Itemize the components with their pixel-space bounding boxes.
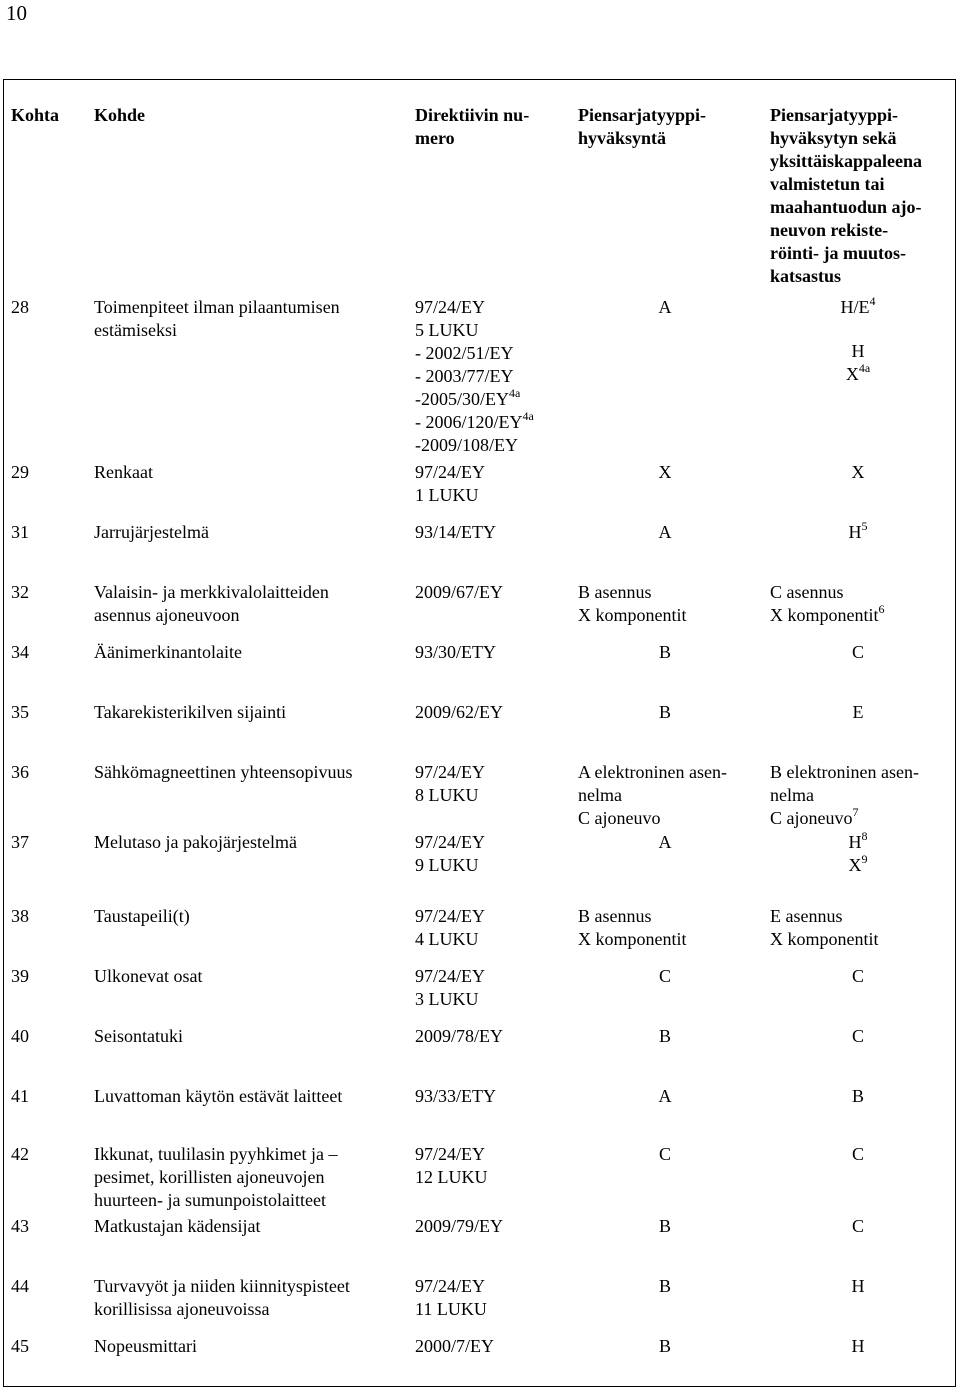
- row-directive-line: [415, 641, 496, 664]
- row-directive-text: -2005/30/EY: [415, 389, 509, 409]
- header-individual-line: maahantuodun ajo-: [770, 197, 922, 217]
- row-directive: [415, 1143, 488, 1189]
- row-individual: [766, 296, 950, 386]
- row-number: 41: [11, 1086, 29, 1106]
- row-individual-text: C: [851, 642, 864, 662]
- row-subject-text: Ulkonevat osat: [94, 966, 203, 986]
- row-subject-text: Seisontatuki: [94, 1026, 183, 1046]
- row-individual-text: E asennus: [770, 906, 843, 926]
- row-small-series-text: A: [658, 522, 672, 542]
- row-subject: [94, 965, 202, 988]
- row-small-series: [578, 905, 758, 951]
- row-number: 36: [11, 762, 29, 782]
- row-individual-text: B elektroninen asen-: [770, 762, 919, 782]
- row-directive: [415, 1275, 487, 1321]
- row-subject-text: Matkustajan kädensijat: [94, 1216, 261, 1236]
- row-number: 40: [11, 1026, 29, 1046]
- row-subject: [94, 905, 190, 928]
- row-subject: [94, 1085, 342, 1108]
- row-subject-text: Turvavyöt ja niiden kiinnityspisteet: [94, 1276, 350, 1296]
- row-individual: [766, 831, 950, 877]
- row-number: 38: [11, 906, 29, 926]
- row-individual-line: [766, 296, 950, 319]
- row-directive: [415, 296, 534, 457]
- row-individual-line: [770, 928, 950, 951]
- row-directive-text: 97/24/EY: [415, 966, 485, 986]
- row-directive-text: 12 LUKU: [415, 1167, 488, 1187]
- row-small-series-line: [570, 1335, 760, 1358]
- row-small-series-line: [570, 1025, 760, 1048]
- row-individual-text: C: [851, 966, 864, 986]
- row-individual-text: H: [851, 341, 865, 361]
- row-individual-text: C: [851, 1026, 864, 1046]
- row-individual-text: C: [851, 1144, 864, 1164]
- row-subject-line: [94, 521, 209, 544]
- row-number: 39: [11, 966, 29, 986]
- row-directive-text: 2009/78/EY: [415, 1026, 503, 1046]
- row-individual: [770, 761, 950, 830]
- row-directive-line: [415, 319, 534, 342]
- row-directive-line: [415, 1085, 496, 1108]
- footnote-ref: 6: [878, 602, 885, 616]
- row-number: 32: [11, 582, 29, 602]
- header-subject: Kohde: [94, 105, 146, 125]
- row-subject: [94, 831, 297, 854]
- row-small-series-line: [578, 604, 758, 627]
- row-subject: [94, 581, 329, 627]
- footnote-ref: 5: [861, 519, 868, 533]
- row-subject-line: [94, 1275, 350, 1298]
- row-directive: [415, 1215, 503, 1238]
- header-num: Kohta: [11, 105, 60, 125]
- row-individual-text: C ajoneuvo: [770, 808, 853, 828]
- row-subject-text: Takarekisterikilven sijainti: [94, 702, 287, 722]
- row-individual-text: X komponentit: [770, 605, 879, 625]
- row-directive-line: [415, 831, 485, 854]
- row-directive-text: 11 LUKU: [415, 1299, 487, 1319]
- row-individual: [770, 581, 950, 627]
- footnote-ref: 8: [861, 829, 868, 843]
- row-small-series: [570, 461, 760, 484]
- row-directive-line: [415, 701, 503, 724]
- row-directive-line: [415, 484, 485, 507]
- row-subject-text: Valaisin- ja merkkivalolaitteiden: [94, 582, 329, 602]
- row-directive-line: [415, 296, 534, 319]
- row-subject-text: Sähkömagneettinen yhteensopivuus: [94, 762, 353, 782]
- row-directive-text: 97/24/EY: [415, 832, 485, 852]
- row-directive: [415, 581, 503, 604]
- footnote-ref: 9: [861, 852, 868, 866]
- row-individual-line: [770, 784, 950, 807]
- header-individual-line: röinti- ja muutos-: [770, 243, 906, 263]
- row-individual-line: [766, 340, 950, 363]
- row-subject-text: korillisissa ajoneuvoissa: [94, 1299, 270, 1319]
- row-individual: [766, 461, 950, 484]
- row-small-series-line: [570, 1143, 760, 1166]
- header-individual-line: katsastus: [770, 266, 842, 286]
- row-small-series-text: B: [658, 702, 671, 722]
- row-small-series-line: [570, 461, 760, 484]
- row-small-series: [570, 965, 760, 988]
- row-subject-line: [94, 761, 352, 784]
- row-individual-line: [766, 1215, 950, 1238]
- row-directive: [415, 521, 496, 544]
- row-small-series-line: [570, 1215, 760, 1238]
- row-directive-line: [415, 784, 485, 807]
- row-number: 44: [11, 1276, 29, 1296]
- row-subject: [94, 1143, 337, 1212]
- row-small-series: [570, 1275, 760, 1298]
- row-individual-text: X: [845, 364, 859, 384]
- row-small-series-text: X komponentit: [578, 929, 687, 949]
- row-directive: [415, 905, 485, 951]
- row-small-series-line: [570, 701, 760, 724]
- row-subject-line: [94, 641, 242, 664]
- row-subject-text: pesimet, korillisten ajoneuvojen: [94, 1167, 325, 1187]
- row-individual: [766, 1085, 950, 1108]
- row-directive-text: 97/24/EY: [415, 906, 485, 926]
- row-subject: [94, 1025, 183, 1048]
- row-small-series-text: X komponentit: [578, 605, 687, 625]
- row-individual: [766, 1143, 950, 1166]
- row-individual-line: [770, 604, 950, 627]
- row-individual-line: [766, 831, 950, 854]
- row-directive-text: 2009/67/EY: [415, 582, 503, 602]
- row-directive: [415, 1025, 503, 1048]
- row-subject-line: [94, 701, 286, 724]
- row-directive-line: [415, 905, 485, 928]
- row-individual-text: C: [851, 1216, 864, 1236]
- row-subject-text: Melutaso ja pakojärjestelmä: [94, 832, 297, 852]
- row-individual-text: E: [852, 702, 864, 722]
- header-individual-line: neuvon rekiste-: [770, 220, 889, 240]
- row-directive-line: [415, 1166, 488, 1189]
- row-small-series-line: [578, 807, 758, 830]
- footnote-ref: 7: [852, 805, 859, 819]
- row-small-series: [578, 761, 758, 830]
- row-directive-text: 2009/62/EY: [415, 702, 503, 722]
- row-subject: [94, 761, 352, 784]
- row-directive-text: 93/33/ETY: [415, 1086, 496, 1106]
- row-directive-text: 93/30/ETY: [415, 642, 496, 662]
- row-directive-line: [415, 965, 485, 988]
- row-subject: [94, 1275, 350, 1321]
- row-subject: [94, 701, 286, 724]
- row-small-series-text: C: [658, 1144, 671, 1164]
- header-individual-line: valmistetun tai: [770, 174, 885, 194]
- row-number: 35: [11, 702, 29, 722]
- row-individual-line: [766, 1143, 950, 1166]
- row-individual: [766, 521, 950, 544]
- row-subject-text: Nopeusmittari: [94, 1336, 197, 1356]
- row-directive: [415, 461, 485, 507]
- row-small-series: [570, 1025, 760, 1048]
- row-individual-line: [770, 807, 950, 830]
- row-subject: [94, 461, 153, 484]
- row-directive: [415, 1085, 496, 1108]
- row-small-series: [570, 831, 760, 854]
- header-individual-line: hyväksytyn sekä: [770, 128, 897, 148]
- row-small-series: [570, 296, 760, 319]
- row-directive-text: - 2002/51/EY: [415, 343, 514, 363]
- row-directive-line: [415, 365, 534, 388]
- row-small-series-text: C: [658, 966, 671, 986]
- row-small-series-text: B asennus: [578, 906, 652, 926]
- header-directive-line: Direktiivin nu-: [415, 105, 530, 125]
- row-individual-line: [766, 1025, 950, 1048]
- row-small-series-text: A: [658, 1086, 672, 1106]
- header-directive: [415, 104, 529, 150]
- row-small-series-line: [570, 296, 760, 319]
- row-directive-text: 97/24/EY: [415, 297, 485, 317]
- row-small-series-line: [570, 1275, 760, 1298]
- row-small-series-line: [578, 761, 758, 784]
- row-directive-text: 2000/7/EY: [415, 1336, 494, 1356]
- row-directive-line: [415, 1298, 487, 1321]
- row-individual-line: [766, 1085, 950, 1108]
- row-subject-line: [94, 1298, 350, 1321]
- row-subject-line: [94, 831, 297, 854]
- row-individual-line: [766, 1335, 950, 1358]
- row-individual-line: [766, 1275, 950, 1298]
- row-subject-line: [94, 1215, 260, 1238]
- row-directive-line: [415, 581, 503, 604]
- row-directive: [415, 965, 485, 1011]
- row-directive: [415, 831, 485, 877]
- row-small-series-text: B asennus: [578, 582, 652, 602]
- header-individual: [770, 104, 922, 288]
- row-subject-line: [94, 1025, 183, 1048]
- row-directive-text: -2009/108/EY: [415, 435, 518, 455]
- footnote-ref: 4: [869, 294, 876, 308]
- row-individual-text: H: [848, 522, 862, 542]
- row-directive-text: - 2003/77/EY: [415, 366, 514, 386]
- row-individual-text: C asennus: [770, 582, 844, 602]
- row-subject-text: Luvattoman käytön estävät laitteet: [94, 1086, 343, 1106]
- row-directive-text: 97/24/EY: [415, 462, 485, 482]
- row-subject-line: [94, 1335, 197, 1358]
- row-individual-line: [766, 965, 950, 988]
- row-directive-text: 8 LUKU: [415, 785, 479, 805]
- row-individual-text: nelma: [770, 785, 814, 805]
- row-directive-line: [415, 1335, 494, 1358]
- footnote-ref: 4a: [509, 386, 521, 400]
- row-individual-text: X komponentit: [770, 929, 879, 949]
- row-individual-line: [766, 521, 950, 544]
- row-directive-line: [415, 761, 485, 784]
- row-individual-text: X: [851, 462, 865, 482]
- row-subject-line: [94, 461, 153, 484]
- row-subject-text: asennus ajoneuvoon: [94, 605, 240, 625]
- row-directive-text: 97/24/EY: [415, 762, 485, 782]
- row-small-series-text: C ajoneuvo: [578, 808, 661, 828]
- row-subject-text: Jarrujärjestelmä: [94, 522, 209, 542]
- row-individual: [766, 1025, 950, 1048]
- row-subject-line: [94, 1143, 337, 1166]
- row-individual: [766, 641, 950, 664]
- row-subject: [94, 1335, 197, 1358]
- row-small-series: [570, 1215, 760, 1238]
- row-directive-line: [415, 1215, 503, 1238]
- row-individual-text: H/E: [840, 297, 870, 317]
- row-small-series-line: [570, 965, 760, 988]
- row-directive-text: 1 LUKU: [415, 485, 479, 505]
- row-small-series: [570, 1335, 760, 1358]
- row-small-series-text: B: [658, 1026, 671, 1046]
- row-directive: [415, 1335, 494, 1358]
- row-individual-text: B: [851, 1086, 864, 1106]
- row-small-series-line: [570, 521, 760, 544]
- row-individual-text: H: [848, 832, 862, 852]
- row-directive-line: [415, 1143, 488, 1166]
- row-individual: [770, 905, 950, 951]
- row-directive-line: [415, 434, 534, 457]
- row-subject-line: [94, 319, 340, 342]
- row-individual: [766, 1335, 950, 1358]
- row-subject-line: [94, 965, 202, 988]
- row-directive-line: [415, 388, 534, 411]
- row-subject-line: [94, 296, 340, 319]
- row-small-series-text: A: [658, 832, 672, 852]
- header-directive-line: mero: [415, 128, 455, 148]
- row-small-series: [570, 641, 760, 664]
- row-directive-text: 2009/79/EY: [415, 1216, 503, 1236]
- row-subject: [94, 1215, 260, 1238]
- row-individual-line: [766, 363, 950, 386]
- row-small-series-text: X: [658, 462, 672, 482]
- row-number: 45: [11, 1336, 29, 1356]
- row-subject: [94, 296, 340, 342]
- footnote-ref: 4a: [858, 361, 871, 375]
- row-small-series-line: [578, 784, 758, 807]
- row-subject: [94, 521, 209, 544]
- row-directive-text: 5 LUKU: [415, 320, 479, 340]
- row-small-series-text: B: [658, 1276, 671, 1296]
- row-individual: [766, 701, 950, 724]
- row-directive-line: [415, 1275, 487, 1298]
- row-small-series-text: B: [658, 1216, 671, 1236]
- row-small-series: [570, 1143, 760, 1166]
- row-small-series-text: B: [658, 1336, 671, 1356]
- row-small-series-text: A elektroninen asen-: [578, 762, 727, 782]
- row-small-series-line: [570, 1085, 760, 1108]
- row-directive-line: [415, 342, 534, 365]
- header-small-series: [578, 104, 706, 150]
- row-individual-line: [766, 461, 950, 484]
- row-individual-text: X: [848, 855, 862, 875]
- header-small-series-line: hyväksyntä: [578, 128, 667, 148]
- row-small-series-line: [578, 581, 758, 604]
- row-directive-text: 97/24/EY: [415, 1276, 485, 1296]
- row-directive-text: 9 LUKU: [415, 855, 479, 875]
- row-small-series-text: A: [658, 297, 672, 317]
- row-subject-text: Toimenpiteet ilman pilaantumisen: [94, 297, 340, 317]
- row-directive: [415, 701, 503, 724]
- row-individual-line: [766, 641, 950, 664]
- row-individual: [766, 1215, 950, 1238]
- page-number: 10: [6, 1, 27, 25]
- row-number: 34: [11, 642, 29, 662]
- row-individual-text: H: [851, 1276, 865, 1296]
- row-individual-line: [766, 854, 950, 877]
- row-number: 28: [11, 297, 29, 317]
- row-small-series: [570, 701, 760, 724]
- row-individual-line: [770, 581, 950, 604]
- row-subject-line: [94, 905, 190, 928]
- row-small-series-line: [570, 641, 760, 664]
- row-directive-text: 3 LUKU: [415, 989, 479, 1009]
- row-subject-text: huurteen- ja sumunpoistolaitteet: [94, 1190, 326, 1210]
- row-directive-line: [415, 854, 485, 877]
- row-subject-text: Äänimerkinantolaite: [94, 642, 242, 662]
- row-directive: [415, 761, 485, 807]
- header-individual-line: yksittäiskappaleena: [770, 151, 923, 171]
- row-directive-text: 97/24/EY: [415, 1144, 485, 1164]
- row-directive-line: [415, 1025, 503, 1048]
- row-directive-line: [415, 988, 485, 1011]
- row-directive-text: 4 LUKU: [415, 929, 479, 949]
- row-subject-line: [94, 1189, 337, 1212]
- row-directive: [415, 641, 496, 664]
- row-subject-line: [94, 581, 329, 604]
- header-individual-line: Piensarjatyyppi-: [770, 105, 898, 125]
- row-subject-line: [94, 1166, 337, 1189]
- row-small-series: [570, 521, 760, 544]
- row-small-series-text: B: [658, 642, 671, 662]
- row-directive-text: 93/14/ETY: [415, 522, 496, 542]
- row-number: 42: [11, 1144, 29, 1164]
- footnote-ref: 4a: [522, 409, 534, 423]
- row-individual-line: [770, 761, 950, 784]
- row-individual-text: H: [851, 1336, 865, 1356]
- row-small-series-line: [570, 831, 760, 854]
- row-directive-line: [415, 411, 534, 434]
- row-subject-text: Renkaat: [94, 462, 153, 482]
- row-number: 43: [11, 1216, 29, 1236]
- row-directive-line: [415, 521, 496, 544]
- row-individual-line: [766, 701, 950, 724]
- row-directive-line: [415, 461, 485, 484]
- row-directive-line: [415, 928, 485, 951]
- row-number: 29: [11, 462, 29, 482]
- row-individual: [766, 965, 950, 988]
- row-number: 37: [11, 832, 29, 852]
- row-individual: [766, 1275, 950, 1298]
- row-small-series: [570, 1085, 760, 1108]
- row-number: 31: [11, 522, 29, 542]
- row-small-series-line: [578, 905, 758, 928]
- row-individual-line: [770, 905, 950, 928]
- row-subject-text: Ikkunat, tuulilasin pyyhkimet ja –: [94, 1144, 338, 1164]
- row-subject-line: [94, 1085, 342, 1108]
- header-small-series-line: Piensarjatyyppi-: [578, 105, 706, 125]
- row-directive-text: - 2006/120/EY: [415, 412, 523, 432]
- row-small-series-text: nelma: [578, 785, 622, 805]
- row-subject-line: [94, 604, 329, 627]
- row-subject-text: Taustapeili(t): [94, 906, 190, 926]
- row-subject: [94, 641, 242, 664]
- row-subject-text: estämiseksi: [94, 320, 177, 340]
- row-small-series: [578, 581, 758, 627]
- row-small-series-line: [578, 928, 758, 951]
